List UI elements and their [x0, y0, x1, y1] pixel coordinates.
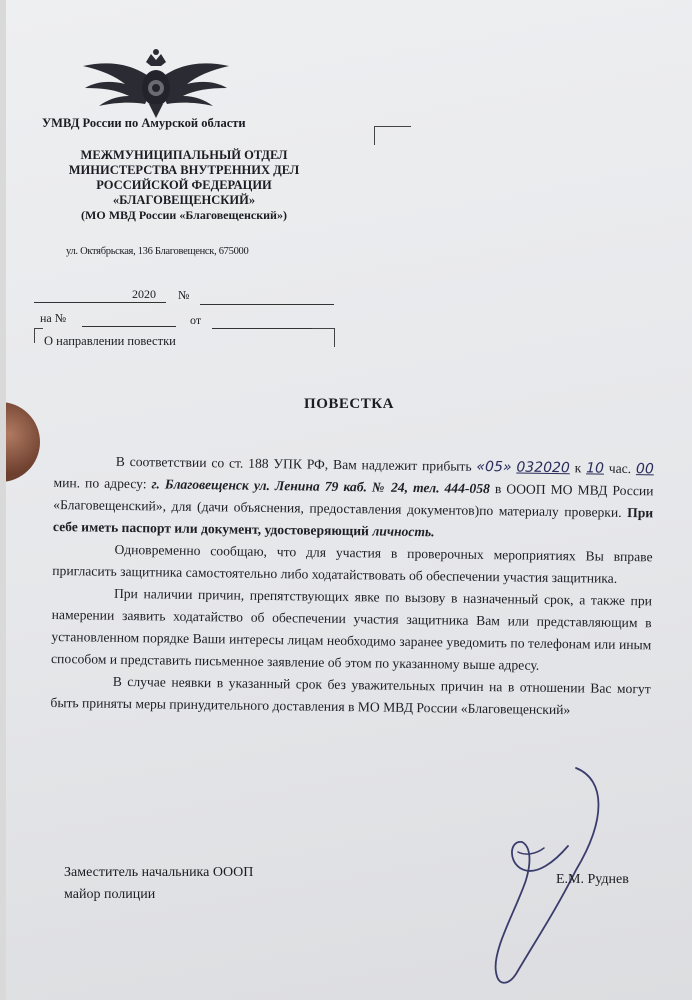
ref-blank-line [82, 326, 176, 327]
document-body [50, 450, 654, 722]
handwritten-minute: 00 [635, 461, 654, 478]
hour-label: час. [608, 460, 632, 477]
number-blank-line [200, 304, 334, 305]
handwritten-date: 032020 [516, 459, 570, 477]
address-tail: в ОООП МО МВД России «Благовещенский», [53, 481, 654, 514]
signer-position [64, 862, 253, 906]
department-line: РОССИЙСКОЙ ФЕДЕРАЦИИ [96, 178, 272, 192]
form-year: 2020 [132, 287, 156, 301]
summons-paragraph [53, 450, 654, 546]
form-number-label: № [178, 288, 190, 302]
date-blank-line [34, 302, 166, 303]
department-short-name: (МО МВД России «Благовещенский») [81, 208, 287, 222]
documents-required: При себе иметь паспорт или документ, удостоверяющий [52, 505, 654, 539]
intro-text: В соответствии со ст. 188 УПК РФ, Вам надлежит прибыть [115, 453, 472, 474]
summons-purpose: для (дачи объяснения, предоставления документов)по материалу проверки. [171, 498, 622, 520]
summons-address: г. Благовещенск ул. Ленина 79 каб. № 24, тел. 444-058 [151, 476, 490, 497]
form-subject: О направлении повестки [44, 334, 176, 348]
department-line: МИНИСТЕРСТВА ВНУТРЕННИХ ДЕЛ [68, 163, 300, 177]
consequence-paragraph: В случае неявки в указанный срок без уважительных причин на в отношении Вас могут быть приняты меры принудительного доставления в МО МВД России «Благовещенский» [50, 673, 651, 718]
signer-rank: майор полиции [64, 887, 156, 902]
handwritten-hour: 10 [586, 460, 605, 477]
signer-name: Е.М. Руднев [556, 872, 629, 887]
department-address: ул. Октябрьская, 136 Благовещенск, 675000 [66, 246, 249, 257]
defender-paragraph: Одновременно сообщаю, что для участия в проверочных мероприятиях Вы вправе пригласить защитника самостоятельно либо ходатайствовать об обеспечении участия защитника. [52, 541, 653, 586]
corner-mark [374, 126, 411, 145]
document-title: ПОВЕСТКА [304, 396, 394, 412]
organization-name: УМВД России по Амурской области [42, 116, 246, 130]
handwritten-day: «05» [476, 458, 512, 476]
k-text: к [574, 460, 582, 476]
finger [6, 402, 40, 482]
form-ref-label: на № [40, 311, 67, 325]
document-page [6, 0, 692, 1000]
form-from-label: от [190, 313, 202, 327]
notice-paragraph: При наличии причин, препятствующих явке по вызову в назначенный срок, а также при намерении заявить ходатайство об обеспечении участия защитника Вам или представляющим в установленном порядке Ваши интересы лицам необходимо заранее уведомить по телефонам или иным способом и представить письменное заявление об этом по указанному выше адресу. [50, 585, 653, 673]
documents-required-tail: личность. [372, 523, 435, 540]
minute-label: мин. по адресу: [53, 474, 147, 492]
department-block [42, 148, 326, 223]
signer-position-line: Заместитель начальника ОООП [64, 865, 254, 880]
corner-mark [34, 328, 43, 343]
police-eagle-emblem [81, 42, 231, 120]
corner-mark [312, 328, 335, 347]
department-line: «БЛАГОВЕЩЕНСКИЙ» [112, 193, 256, 207]
department-line: МЕЖМУНИЦИПАЛЬНЫЙ ОТДЕЛ [80, 148, 288, 162]
